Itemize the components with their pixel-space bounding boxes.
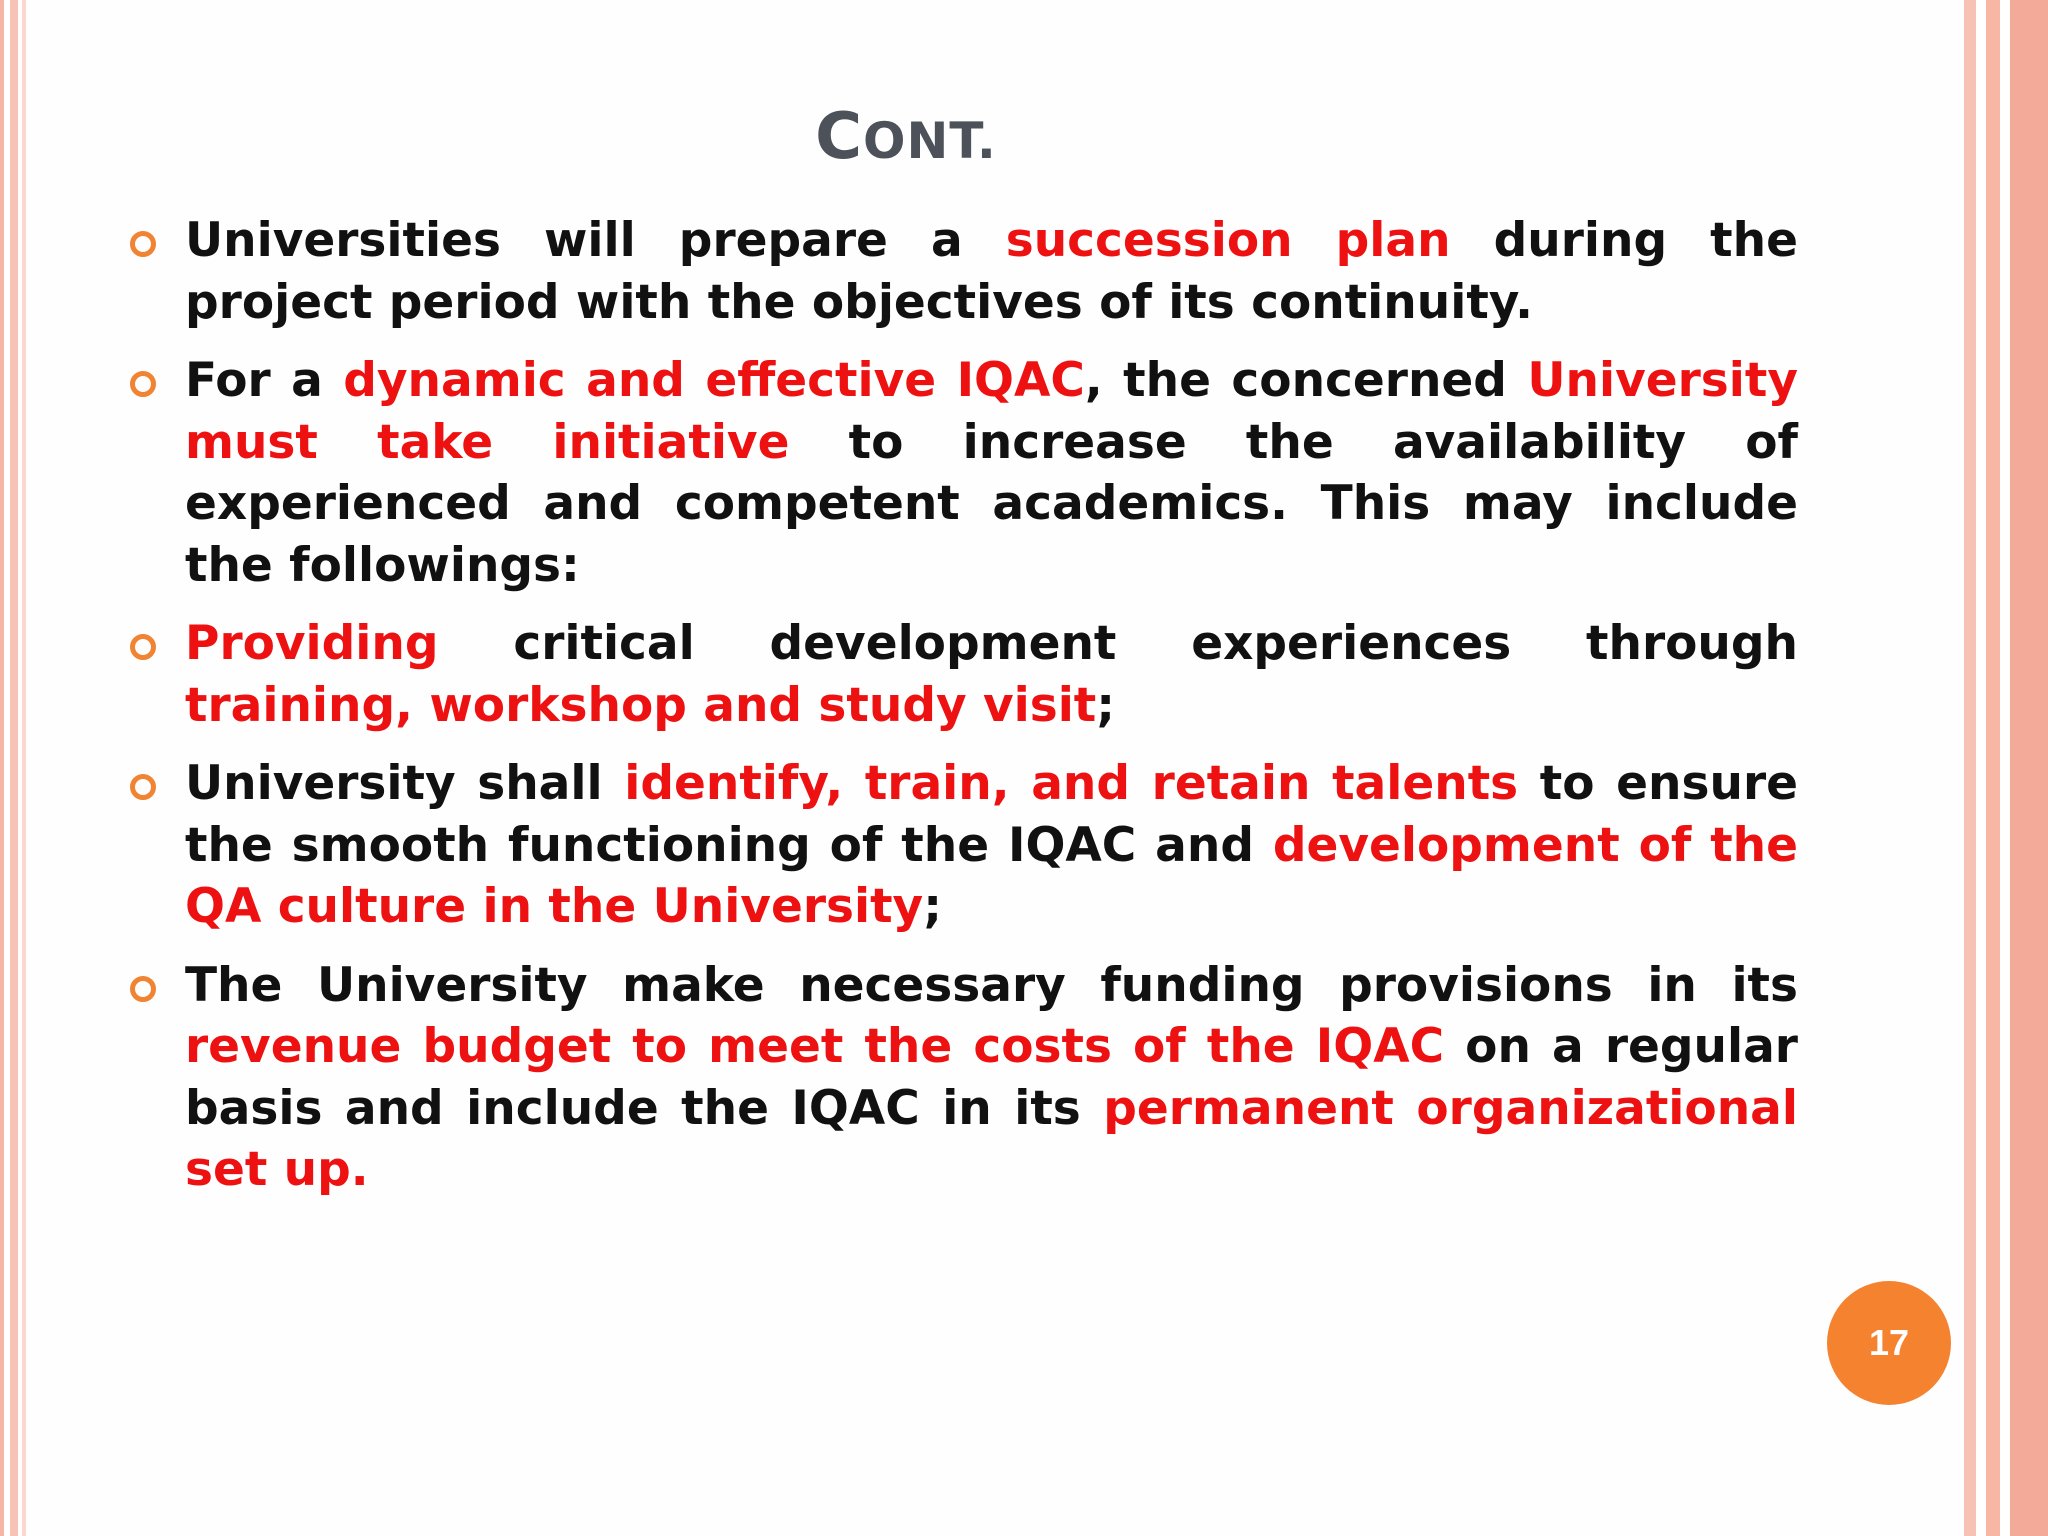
slide-title: [0, 100, 1812, 174]
left-decorative-border: [0, 0, 26, 1536]
bullet-text: to increase the availability of experienced and competent academics. This may include the followings:: [185, 414, 1798, 593]
bullet-item-1: [185, 210, 1798, 333]
bullet-circle-icon: [130, 231, 156, 257]
bullet-circle-icon: [130, 976, 156, 1002]
bullet-text: during the project period with the objectives of its continuity.: [185, 213, 1798, 330]
bullet-circle-icon: [130, 774, 156, 800]
bullet-circle-icon: [130, 371, 156, 397]
bullet-highlight: dynamic and effective IQAC: [343, 353, 1085, 408]
bullet-item-4: [185, 753, 1798, 938]
bullet-highlight: training, workshop and study visit: [185, 677, 1097, 733]
page-number-badge: 17: [1827, 1281, 1951, 1405]
bullet-text: University shall: [185, 756, 625, 811]
bullet-list: [185, 210, 1798, 1218]
bullet-highlight: identify, train, and retain talents: [624, 756, 1519, 811]
bullet-highlight: Providing: [185, 616, 439, 671]
title-rest: ONT.: [863, 112, 997, 170]
bullet-text: ;: [923, 879, 942, 934]
bullet-highlight: permanent organizational set up.: [185, 1080, 1798, 1197]
bullet-circle-icon: [130, 634, 156, 660]
bullet-item-3: [185, 613, 1798, 736]
bullet-highlight: University must take initiative: [185, 353, 1798, 470]
bullet-text: , the concerned: [1084, 353, 1528, 408]
bullet-text: on a regular basis and include the IQAC in its: [185, 1019, 1798, 1136]
bullet-text: Universities will prepare a: [185, 213, 1006, 268]
bullet-item-2: [185, 350, 1798, 596]
bullet-text: to ensure the smooth functioning of the IQAC and: [185, 756, 1798, 873]
right-decorative-border: [1964, 0, 2048, 1536]
bullet-text: For a: [185, 353, 344, 408]
bullet-highlight: revenue budget to meet the costs of the IQAC: [185, 1019, 1445, 1074]
bullet-highlight: development of the QA culture in the University: [185, 817, 1798, 934]
bullet-text: The University make necessary funding provisions in its: [185, 957, 1798, 1013]
bullet-item-5: [185, 955, 1798, 1201]
title-initial: C: [815, 100, 864, 174]
bullet-highlight: succession plan: [1005, 213, 1451, 268]
bullet-text: critical development experiences through: [438, 616, 1798, 671]
bullet-text: ;: [1096, 677, 1116, 733]
